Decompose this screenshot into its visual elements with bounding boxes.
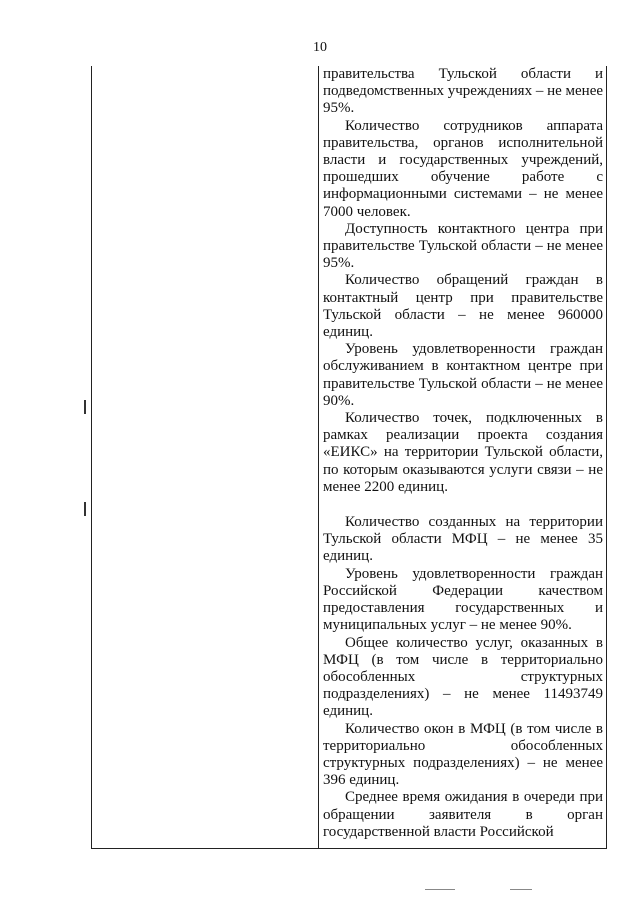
paragraph: Уровень удовлетворенности граждан обслуживанием в контактном центре при правительстве Тульской области – не менее 90%. [323, 341, 603, 409]
paragraph: Доступность контактного центра при правительстве Тульской области – не менее 95%. [323, 220, 603, 272]
spacer [323, 496, 603, 514]
scan-artifact [425, 889, 455, 890]
paragraph: Количество обращений граждан в контактный центр при правительстве Тульской области – не менее 960000 единиц. [323, 272, 603, 341]
margin-mark [84, 400, 86, 414]
paragraph: Количество созданных на территории Тульской области МФЦ – не менее 35 единиц. [323, 514, 603, 565]
paragraph: Среднее время ожидания в очереди при обращении заявителя в орган государственной власти Российской [323, 789, 603, 840]
paragraph: Количество точек, подключенных в рамках реализации проекта создания «ЕИКС» на территории Тульской области, по которым оказываются услуги связи – не менее 2200 единиц. [323, 410, 603, 495]
column-divider [318, 66, 319, 848]
page-number: 10 [313, 40, 327, 55]
paragraph: Уровень удовлетворенности граждан Российской Федерации качеством предоставления государственных и муниципальных услуг – не менее 90%. [323, 565, 603, 634]
indicator-table [91, 66, 607, 849]
indicators-column [323, 66, 603, 841]
paragraph: правительства Тульской области и подведомственных учреждениях – не менее 95%. [323, 66, 604, 117]
paragraph: Количество сотрудников аппарата правительства, органов исполнительной власти и государственных учреждений, прошедших обучение работе с информационными системами – не менее 7000 человек. [323, 117, 603, 220]
paragraph: Общее количество услуг, оказанных в МФЦ (в том числе в территориально обособленных структурных подразделениях) – не менее 11493749 единиц. [323, 634, 603, 720]
paragraph: Количество окон в МФЦ (в том числе в территориально обособленных структурных подразделениях) – не менее 396 единиц. [323, 720, 603, 789]
scan-artifact [510, 889, 532, 890]
margin-mark [84, 502, 86, 516]
